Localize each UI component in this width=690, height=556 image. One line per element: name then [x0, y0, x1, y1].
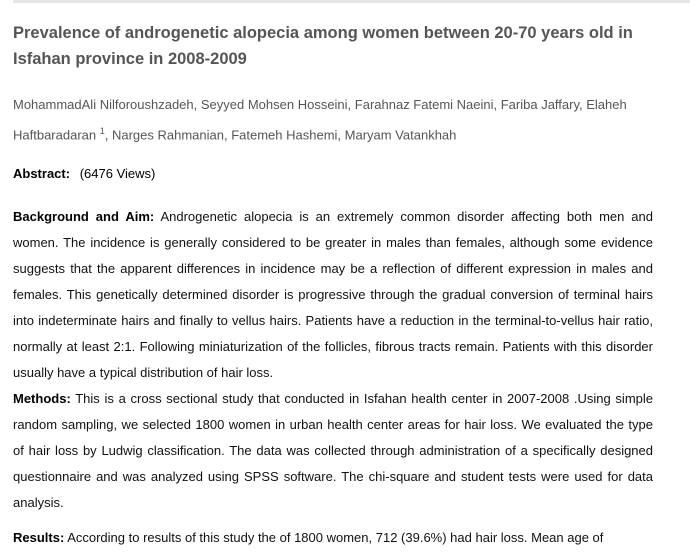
author-list: [13, 91, 653, 148]
background-text: Androgenetic alopecia is an extremely common disorder affecting both men and women. The incidence is generally considered to be greater in males than females, although some evidence suggests that the apparent differences in incidence may be a reflection of different expression in males and females. This genetically determined disorder is progressive through the gradual conversion of terminal hairs into indeterminate hairs and finally to vellus hairs. Patients have a reduction in the terminal-to-vellus hair ratio, normally at least 2:1. Following miniaturization of the follicles, fibrous tracts remain. Patients with this disorder usually have a typical distribution of hair loss.: [13, 209, 654, 381]
results-text: According to results of this study the of 1800 women, 712 (39.6%) had hair loss. Mean age of: [64, 530, 604, 546]
results-label: Results:: [13, 530, 65, 546]
methods-section: [13, 386, 653, 516]
top-divider: [13, 0, 690, 3]
methods-text: This is a cross sectional study that conducted in Isfahan health center in 2007-2008 .Using simple random sampling, we selected 1800 women in urban health center areas for hair loss. We evaluated the type of hair loss by Ludwig classification. The data was collected through administration of a specifically designed questionnaire and was analyzed using SPSS software. The chi-square and student tests were used for data analysis.: [13, 391, 653, 511]
methods-label: Methods:: [13, 391, 71, 407]
authors-text: MohammadAli Nilforoushzadeh, Seyyed Mohsen Hosseini, Farahnaz Fatemi Naeini, Fariba Jaffary, Elaheh Haftbaradaran: [13, 97, 627, 143]
results-section: [13, 525, 653, 551]
article-title: Prevalence of androgenetic alopecia among women between 20-70 years old in Isfahan province in 2008-2009: [13, 24, 633, 68]
background-section: [13, 204, 653, 386]
view-count: (6476 Views): [79, 166, 156, 182]
article: [13, 20, 653, 551]
authors-text-2: , Narges Rahmanian, Fatemeh Hashemi, Maryam Vatankhah: [104, 127, 457, 143]
affiliation-marker[interactable]: 1: [99, 126, 105, 136]
abstract-label: Abstract:: [13, 166, 71, 182]
abstract-header: [13, 164, 653, 184]
background-label: Background and Aim:: [13, 209, 155, 225]
